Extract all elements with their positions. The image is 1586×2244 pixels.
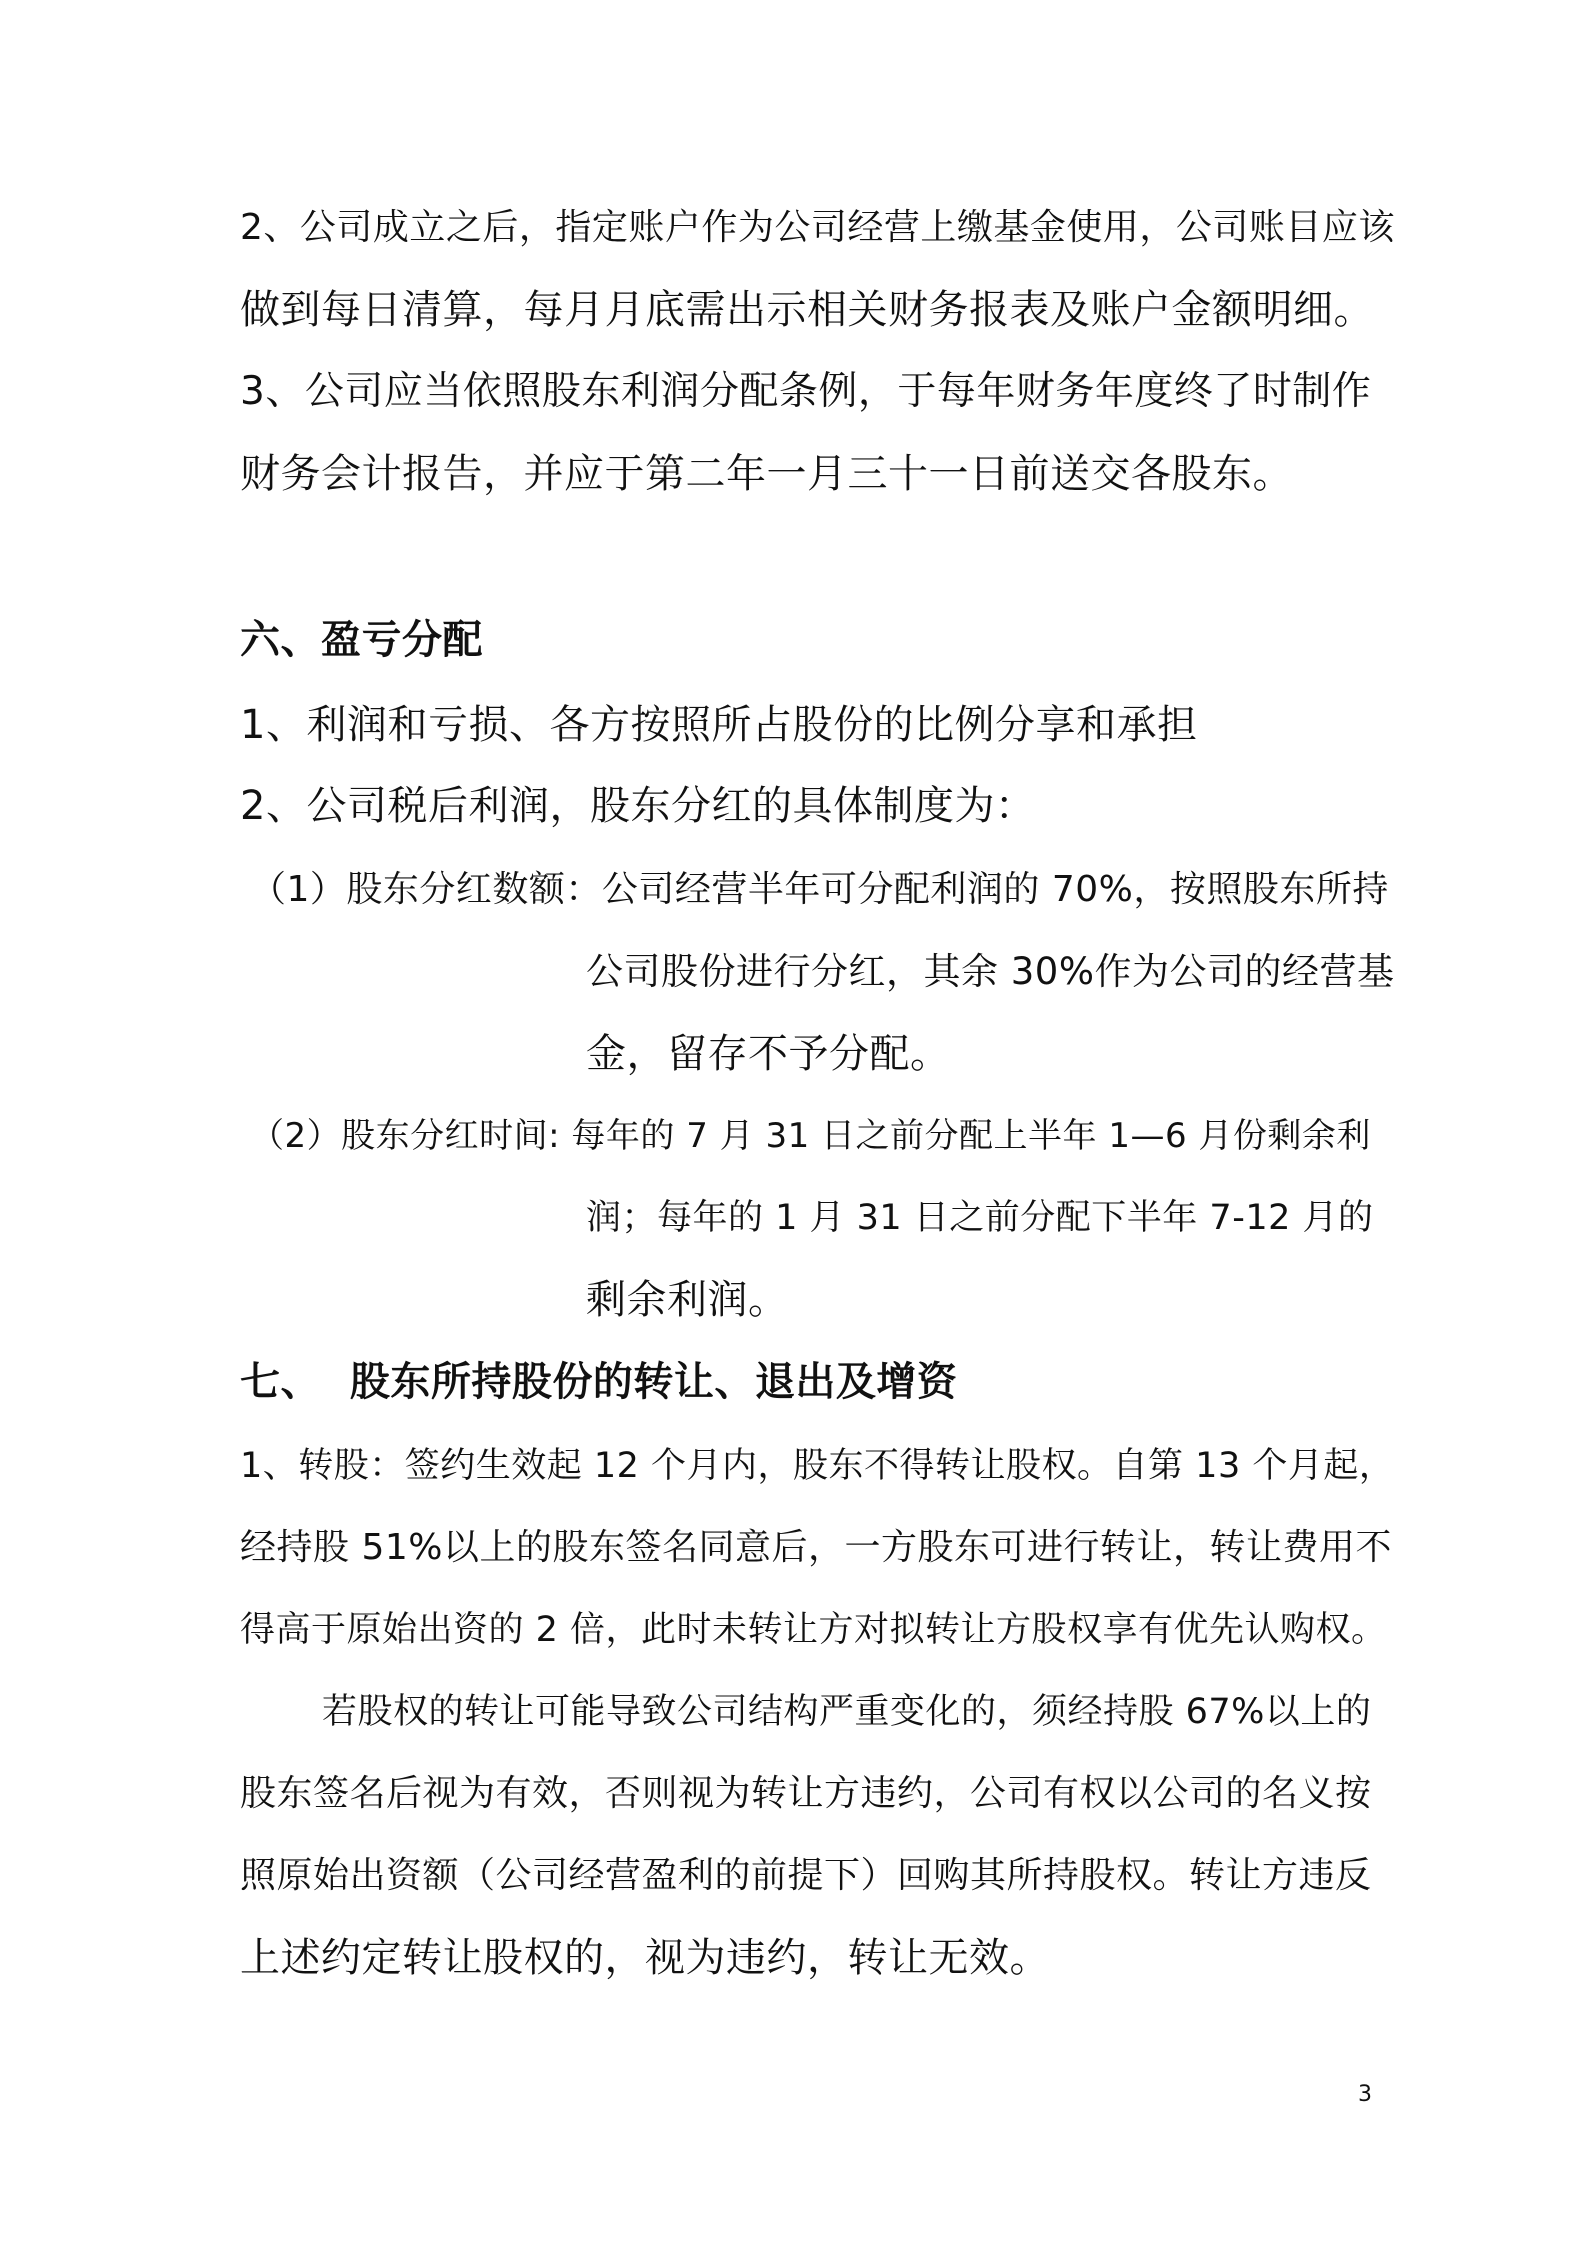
s7-para2-line1: 若股权的转让可能导致公司结构严重变化的，须经持股 67%以上的 [322, 1692, 1372, 1732]
s5-item3-line1: 3、公司应当依照股东利润分配条例，于每年财务年度终了时制作 [240, 369, 1372, 414]
s7-item1-line3: 得高于原始出资的 2 倍，此时未转让方对拟转让方股权享有优先认购权。 [240, 1610, 1387, 1650]
s6-item1: 1、利润和亏损、各方按照所占股份的比例分享和承担 [240, 702, 1198, 748]
s6-item2: 2、公司税后利润，股东分红的具体制度为： [240, 783, 1036, 829]
s6-sub1-line1: （1）股东分红数额：公司经营半年可分配利润的 70%，按照股东所持 [250, 869, 1389, 910]
s6-sub1-line2: 公司股份进行分红，其余 30%作为公司的经营基 [586, 950, 1395, 993]
s6-sub1-line3: 金，留存不予分配。 [586, 1031, 951, 1077]
s7-item1-line2: 经持股 51%以上的股东签名同意后，一方股东可进行转让，转让费用不 [240, 1527, 1392, 1568]
s5-item3-line2: 财务会计报告，并应于第二年一月三十一日前送交各股东。 [240, 451, 1293, 497]
s5-item2-line1: 2、公司成立之后，指定账户作为公司经营上缴基金使用，公司账目应该 [240, 207, 1395, 248]
s7-item1-line1: 1、转股：签约生效起 12 个月内，股东不得转让股权。自第 13 个月起， [240, 1446, 1395, 1486]
s5-item2-line2: 做到每日清算，每月月底需出示相关财务报表及账户金额明细。 [240, 287, 1374, 333]
s6-sub2-line3: 剩余利润。 [586, 1277, 789, 1323]
s7-para2-line2: 股东签名后视为有效，否则视为转让方违约，公司有权以公司的名义按 [240, 1773, 1372, 1814]
section7-heading: 七、 股东所持股份的转让、退出及增资 [240, 1359, 958, 1405]
s6-sub2-line1: （2）股东分红时间: 每年的 7 月 31 日之前分配上半年 1—6 月份剩余利 [250, 1116, 1371, 1156]
page-number: 3 [1358, 2082, 1372, 2107]
s6-sub2-line2: 润；每年的 1 月 31 日之前分配下半年 7-12 月的 [586, 1198, 1374, 1238]
section6-heading: 六、盈亏分配 [240, 617, 483, 663]
s7-para2-line4: 上述约定转让股权的，视为违约，转让无效。 [240, 1935, 1050, 1981]
s7-para2-line3: 照原始出资额（公司经营盈利的前提下）回购其所持股权。转让方违反 [240, 1855, 1372, 1896]
